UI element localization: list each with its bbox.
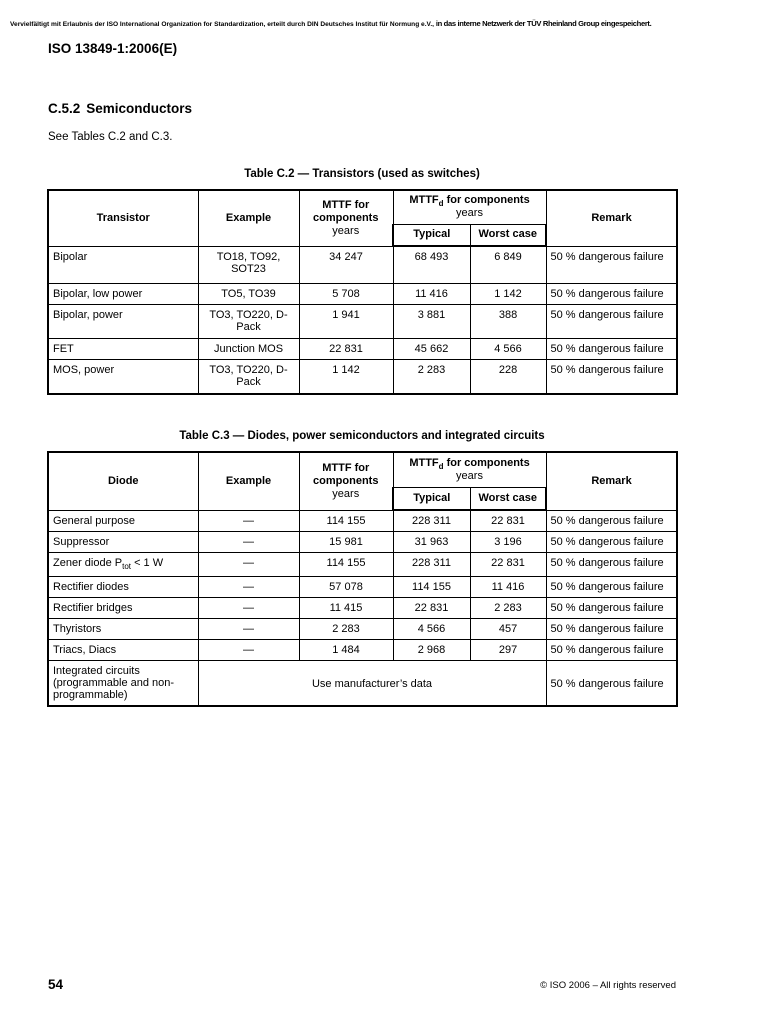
cell-remark: 50 % dangerous failure (546, 618, 677, 639)
cell-worst: 22 831 (470, 510, 546, 531)
header-mttf (299, 452, 393, 510)
cell-name: Thyristors (48, 618, 198, 639)
table-c2-caption: Table C.2 — Transistors (used as switches) (244, 168, 480, 180)
header-mttfd-sub: d (438, 199, 444, 209)
header-mttfd (393, 190, 546, 224)
banner-text-part1: Vervielfältigt mit Erlaubnis der ISO International Organization for Standardization, erteilt durch DIN Deutsches Institut für Normung e.V., (10, 21, 436, 28)
header-mttf (299, 190, 393, 246)
footer-copyright: © ISO 2006 – All rights reserved (540, 980, 676, 991)
cell-mttf: 5 708 (299, 283, 393, 304)
cell-typical: 45 662 (393, 338, 470, 359)
table-row (48, 618, 677, 639)
cell-worst: 297 (470, 639, 546, 660)
cell-mttf: 1 142 (299, 359, 393, 394)
cell-worst: 22 831 (470, 552, 546, 576)
cell-name: Bipolar, low power (48, 283, 198, 304)
cell-mttf: 34 247 (299, 246, 393, 283)
document-id: ISO 13849-1:2006(E) (48, 41, 178, 56)
cell-typical: 228 311 (393, 552, 470, 576)
cell-typical: 4 566 (393, 618, 470, 639)
cell-worst: 6 849 (470, 246, 546, 283)
zener-name-suffix: < 1 W (131, 556, 164, 569)
cell-remark: 50 % dangerous failure (546, 246, 677, 283)
table-row (48, 531, 677, 552)
cell-mttf: 114 155 (299, 510, 393, 531)
cell-example: — (198, 576, 299, 597)
header-example: Example (198, 190, 299, 246)
cell-remark: 50 % dangerous failure (546, 359, 677, 394)
table-c3-caption: Table C.3 — Diodes, power semiconductors and integrated circuits (179, 430, 545, 442)
section-heading (48, 101, 192, 116)
cell-typical: 11 416 (393, 283, 470, 304)
cell-mttf: 15 981 (299, 531, 393, 552)
cell-example: TO5, TO39 (198, 283, 299, 304)
cell-name: Triacs, Diacs (48, 639, 198, 660)
header-mttfd-suffix: for components (443, 194, 530, 207)
cell-example: — (198, 510, 299, 531)
header-transistor: Transistor (48, 190, 198, 246)
cell-name: MOS, power (48, 359, 198, 394)
section-title: Semiconductors (86, 101, 193, 116)
cell-name: Bipolar (48, 246, 198, 283)
header-worst-case: Worst case (470, 224, 546, 246)
cell-typical: 22 831 (393, 597, 470, 618)
cell-typical: 228 311 (393, 510, 470, 531)
table-row (48, 597, 677, 618)
header-typical: Typical (393, 487, 470, 510)
cell-example: TO3, TO220, D-Pack (198, 304, 299, 338)
cell-example: — (198, 639, 299, 660)
header-remark: Remark (546, 190, 677, 246)
cell-worst: 388 (470, 304, 546, 338)
table-row (48, 639, 677, 660)
table-row (48, 338, 677, 359)
cell-example: TO18, TO92, SOT23 (198, 246, 299, 283)
cell-typical: 114 155 (393, 576, 470, 597)
cell-mttf: 1 484 (299, 639, 393, 660)
table-row (48, 283, 677, 304)
cell-remark: 50 % dangerous failure (546, 597, 677, 618)
section-number: C.5.2 (48, 101, 81, 116)
cell-remark: 50 % dangerous failure (546, 283, 677, 304)
header-mttfd-sub: d (438, 461, 444, 471)
cell-worst: 1 142 (470, 283, 546, 304)
cell-example: Junction MOS (198, 338, 299, 359)
cell-mttf: 2 283 (299, 618, 393, 639)
cell-name: Rectifier bridges (48, 597, 198, 618)
cell-manufacturer-data: Use manufacturer’s data (198, 660, 546, 706)
cell-remark: 50 % dangerous failure (546, 531, 677, 552)
cell-name: Rectifier diodes (48, 576, 198, 597)
cell-mttf: 22 831 (299, 338, 393, 359)
cell-name: General purpose (48, 510, 198, 531)
cell-typical: 31 963 (393, 531, 470, 552)
cell-worst: 3 196 (470, 531, 546, 552)
header-mttf-unit: years (332, 224, 360, 237)
header-worst-case: Worst case (470, 487, 546, 510)
table-row (48, 304, 677, 338)
header-mttfd-unit: years (456, 469, 483, 482)
cell-typical: 2 283 (393, 359, 470, 394)
table-row (48, 359, 677, 394)
cell-mttf: 114 155 (299, 552, 393, 576)
cell-name: Suppressor (48, 531, 198, 552)
cell-remark: 50 % dangerous failure (546, 338, 677, 359)
cell-typical: 3 881 (393, 304, 470, 338)
header-remark: Remark (546, 452, 677, 510)
cell-example: — (198, 597, 299, 618)
header-mttfd (393, 452, 546, 487)
header-typical: Typical (393, 224, 470, 246)
header-mttfd-suffix: for components (443, 456, 530, 469)
page-number: 54 (48, 977, 64, 992)
cell-name: Integrated circuits (programmable and non-programmable) (48, 660, 198, 706)
cell-name: FET (48, 338, 198, 359)
cell-remark: 50 % dangerous failure (546, 576, 677, 597)
cell-remark: 50 % dangerous failure (546, 639, 677, 660)
table-row (48, 246, 677, 283)
table-row (48, 576, 677, 597)
cell-name (48, 552, 198, 576)
cell-remark: 50 % dangerous failure (546, 552, 677, 576)
banner-text-part2: in das interne Netzwerk der TÜV Rheinland Group eingespeichert. (435, 19, 652, 28)
table-c3 (47, 451, 678, 707)
cell-mttf: 11 415 (299, 597, 393, 618)
header-mttfd-unit: years (456, 207, 483, 220)
cell-worst: 4 566 (470, 338, 546, 359)
cell-worst: 11 416 (470, 576, 546, 597)
cell-worst: 2 283 (470, 597, 546, 618)
cell-mttf: 1 941 (299, 304, 393, 338)
header-mttfd-prefix: MTTF (409, 194, 439, 207)
cell-remark: 50 % dangerous failure (546, 510, 677, 531)
cell-example: — (198, 618, 299, 639)
header-mttf-line1: MTTF for (322, 461, 370, 474)
table-row (48, 660, 677, 706)
cell-typical: 2 968 (393, 639, 470, 660)
cell-example: TO3, TO220, D-Pack (198, 359, 299, 394)
header-diode: Diode (48, 452, 198, 510)
copyright-banner (10, 19, 760, 28)
zener-name-prefix: Zener diode P (53, 556, 123, 569)
header-example: Example (198, 452, 299, 510)
cell-example: — (198, 531, 299, 552)
header-mttf-line2: components (313, 474, 379, 487)
table-c2 (47, 189, 678, 395)
cell-mttf: 57 078 (299, 576, 393, 597)
header-mttf-line2: components (313, 211, 379, 224)
zener-name-sub: tot (122, 561, 132, 571)
intro-paragraph: See Tables C.2 and C.3. (48, 131, 173, 143)
cell-remark: 50 % dangerous failure (546, 660, 677, 706)
cell-remark: 50 % dangerous failure (546, 304, 677, 338)
cell-example: — (198, 552, 299, 576)
table-row (48, 552, 677, 576)
cell-typical: 68 493 (393, 246, 470, 283)
cell-worst: 457 (470, 618, 546, 639)
header-mttf-line1: MTTF for (322, 198, 370, 211)
table-row (48, 510, 677, 531)
header-mttf-unit: years (332, 487, 360, 500)
cell-name: Bipolar, power (48, 304, 198, 338)
header-mttfd-prefix: MTTF (409, 456, 439, 469)
cell-worst: 228 (470, 359, 546, 394)
